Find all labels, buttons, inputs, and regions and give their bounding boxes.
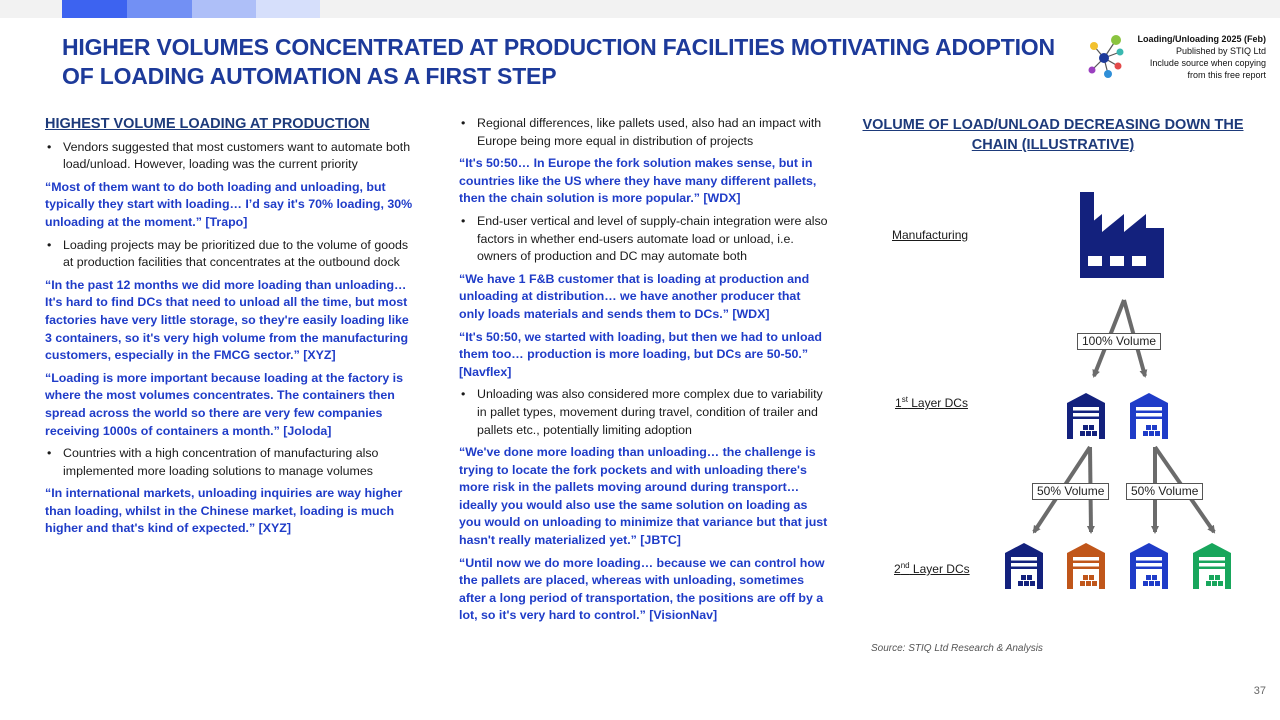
quote: “We have 1 F&B customer that is loading at production and unloading at distribution… we have another producer that only loads materials and sends them to DCs.” [WDX] [459,271,810,321]
level-text: Layer DCs [907,396,968,410]
volume-label-50-right: 50% Volume [1126,483,1203,500]
report-name: Loading/Unloading 2025 (Feb) [1137,34,1266,44]
diagram-title: VOLUME OF LOAD/UNLOAD DECREASING DOWN THE CHAIN (ILLUSTRATIVE) [862,117,1244,153]
quote: “We've done more loading than unloading… the challenge is trying to locate the fork pockets and with unloading there's more risk in the pallets moving around during transport… ideally you would also use the same solution on loading as you would on unloading to minimize that variance but that just hasn't really materialized yet.” [JBTC] [459,445,828,548]
volume-label-100: 100% Volume [1077,333,1161,350]
bullet-point: • End-user vertical and level of supply-chain integration were also factors in whether end-users automate load or unload, i.e. owners of production and DC may automate both [459,213,829,266]
warehouse-icon [1130,543,1168,589]
page-title: HIGHER VOLUMES CONCENTRATED AT PRODUCTION FACILITIES MOTIVATING ADOPTION OF LOADING AUTOMATION AS A FIRST STEP [62,34,1055,89]
bullet-point: • Regional differences, like pallets used, also had an impact with Europe being more equal in distribution of projects [459,115,829,150]
level-num: 2 [894,562,901,576]
left-heading: HIGHEST VOLUME LOADING AT PRODUCTION [45,116,370,132]
bullet-point: • Vendors suggested that most customers want to automate both load/unload. However, loading was the current priority [45,139,415,174]
factory-icon [1080,192,1164,278]
publisher: Published by STIQ Ltd [1175,46,1266,56]
quote: “In the past 12 months we did more loading than unloading…It's hard to find DCs that need to unload all the time, but most factories have very little storage, so they're easily loading like 3 containers, so it's very high volume from the manufacturing customers, especially in the FMCG sector.” [XYZ] [45,277,409,363]
quote: “It's 50:50, we started with loading, but then we had to unload them too… production is more loading, but DCs are 50-50.” [Navflex] [459,329,822,379]
level-manufacturing: Manufacturing [892,228,969,242]
quote: “Until now we do more loading… because we can control how the pallets are placed, whereas with unloading, sometimes after a long period of transportation, the positions are off by a lot, so it's very hard to control.” [VisionNav] [459,555,825,623]
bullet-point: • Loading projects may be prioritized due to the volume of goods at production facilities that concentrates at the outbound dock [45,237,415,272]
level-num: 1 [895,396,902,410]
quote: “It's 50:50… In Europe the fork solution makes sense, but in countries like the US where they have many different pallets, then the chain solution is more popular.” [WDX] [459,156,817,206]
warehouse-icon [1067,393,1105,439]
level-suffix: st [901,395,908,404]
quote: “Loading is more important because loading at the factory is where the most volumes concentrates. The containers then spread across the world so there are very few companies receiving 1000s of containers a month.” [Joloda] [45,370,404,438]
volume-label-50-left: 50% Volume [1032,483,1109,500]
level-text: Layer DCs [909,562,970,576]
bullet-point: • Countries with a high concentration of manufacturing also implemented more loading solutions to manage volumes [45,445,415,480]
quote: “Most of them want to do both loading and unloading, but typically they start with loading… I’d say it's 70% loading, 30% unloading at the moment.” [Trapo] [45,179,413,229]
warehouse-icon [1130,393,1168,439]
warehouse-icon [1067,543,1105,589]
quote: “In international markets, unloading inquiries are way higher than loading, whilst in the Chinese market, loading is much higher and that's kind of expected.” [XYZ] [45,486,403,536]
bullet-point: • Unloading was also considered more complex due to variability in pallet types, movement during travel, condition of trailer and pallets etc., potentially limiting adoption [459,386,829,439]
warehouse-icon [1005,543,1043,589]
page-number: 37 [1253,685,1266,697]
copy-note-2: from this free report [1187,70,1266,80]
level-suffix: nd [900,561,910,570]
warehouse-icon [1193,543,1231,589]
source-note: Source: STIQ Ltd Research & Analysis [871,643,1043,654]
copy-note-1: Include source when copying [1149,58,1266,68]
